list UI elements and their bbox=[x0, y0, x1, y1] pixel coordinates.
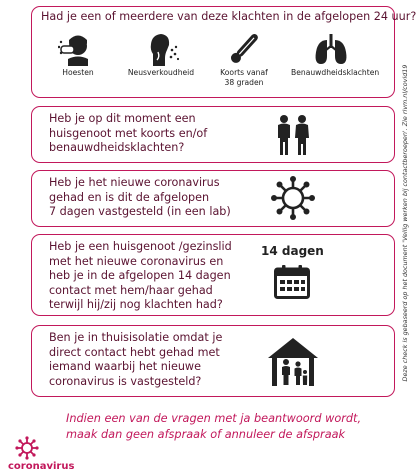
symptom-breathing bbox=[291, 32, 380, 78]
lungs-icon bbox=[311, 32, 351, 66]
question-card-had-corona bbox=[31, 170, 395, 227]
calendar-icon bbox=[274, 265, 310, 299]
cough-icon bbox=[58, 32, 98, 66]
symptom-label: Benauwdheidsklachten bbox=[291, 68, 380, 77]
symptom-runny-nose bbox=[121, 32, 201, 78]
coronavirus-logo bbox=[6, 436, 106, 476]
house-family-icon bbox=[268, 338, 318, 386]
symptom-fever bbox=[204, 32, 284, 87]
question-card-home-isolation bbox=[31, 325, 395, 397]
question-card-symptoms bbox=[31, 6, 417, 98]
symptom-label: Neusverkoudheid bbox=[127, 68, 195, 77]
runny-nose-icon bbox=[141, 32, 181, 66]
virus-logo-icon bbox=[15, 436, 39, 460]
virus-icon bbox=[271, 176, 315, 220]
question-card-housemate-fever bbox=[31, 106, 395, 163]
symptom-cough bbox=[38, 32, 118, 78]
thermometer-icon bbox=[224, 32, 264, 66]
question-had-corona: Heb je het nieuwe coronavirus gehad en is dit de afgelopen 7 dagen vastgesteld (in een lab) bbox=[49, 176, 231, 219]
symptom-label: Hoesten bbox=[62, 68, 94, 77]
question-card-housemate-corona bbox=[31, 234, 395, 316]
housemates-icon bbox=[273, 114, 313, 156]
logo-text: coronavirus bbox=[8, 461, 75, 472]
question-housemate-fever: Heb je op dit moment een huisgenoot met koorts en/of benauwdheidsklachten? bbox=[49, 112, 208, 155]
question-home-isolation: Ben je in thuisisolatie omdat je direct contact hebt gehad met iemand waarbij het nieuwe coronavirus is vastgesteld? bbox=[49, 331, 223, 388]
period-badge: 14 dagen bbox=[261, 244, 324, 258]
source-note: Deze check is gebaseerd op het document 'Veilig werken bij contactberoepen'. Zie rivm.nl/covid19 bbox=[401, 64, 409, 382]
question-housemate-corona: Heb je een huisgenoot /gezinslid met het nieuwe coronavirus en heb je in de afgelopen 14 dagen contact met hem/haar gehad terwijl hij/zij nog klachten had? bbox=[49, 240, 232, 312]
question-symptoms: Had je een of meerdere van deze klachten in de afgelopen 24 uur? bbox=[41, 10, 417, 23]
advice-footer: Indien een van de vragen met ja beantwoord wordt, maak dan geen afspraak of annuleer de afspraak bbox=[66, 412, 362, 441]
symptom-label: Koorts vanaf 38 graden bbox=[220, 68, 268, 87]
